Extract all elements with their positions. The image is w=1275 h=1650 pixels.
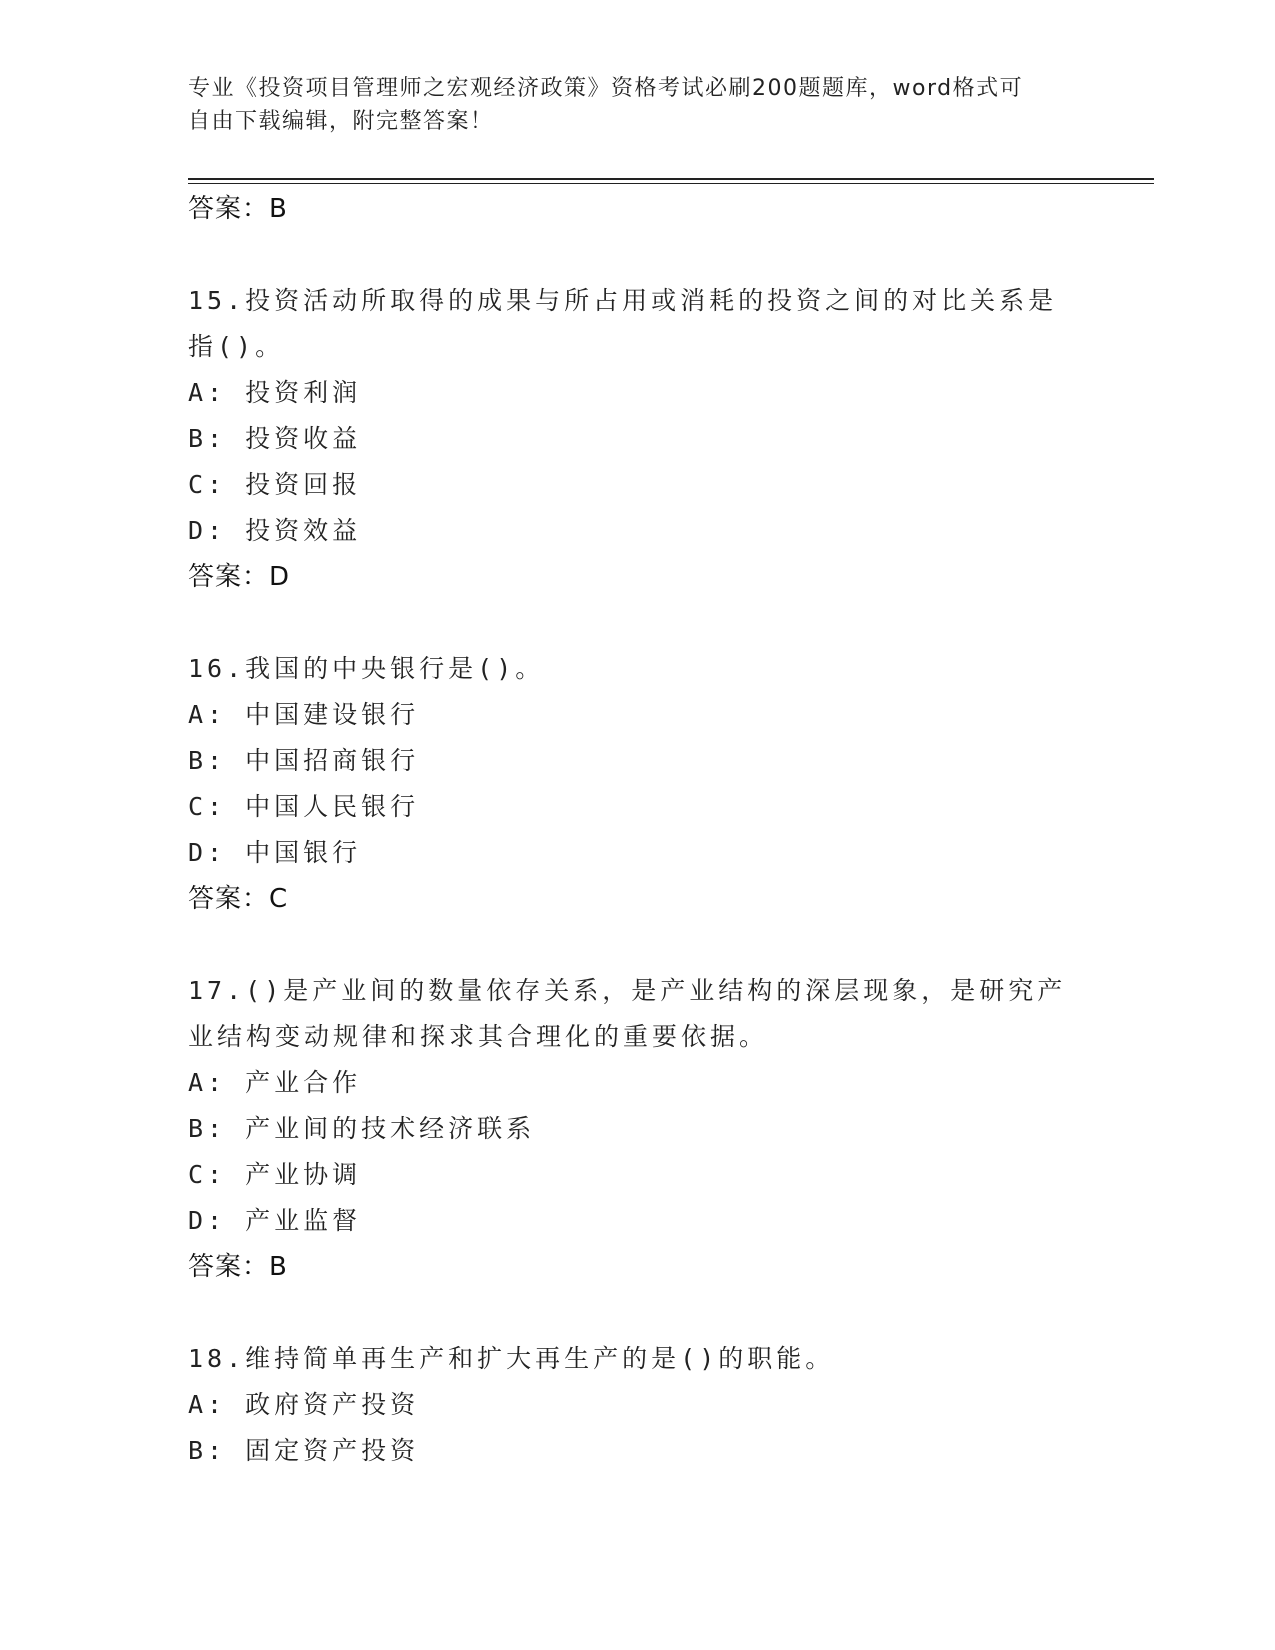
question-stem: 15.投资活动所取得的成果与所占用或消耗的投资之间的对比关系是指()。 — [188, 286, 1058, 361]
option-b: B: 中国招商银行 — [188, 746, 420, 775]
option-c: C: 中国人民银行 — [188, 792, 420, 821]
question-15 — [188, 278, 1088, 600]
option-b: B: 产业间的技术经济联系 — [188, 1114, 536, 1143]
option-a: A: 产业合作 — [188, 1068, 362, 1097]
question-16 — [188, 646, 1088, 922]
question-18 — [188, 1336, 1088, 1474]
option-b: B: 固定资产投资 — [188, 1436, 420, 1465]
answer-line: 答案：C — [188, 884, 289, 914]
header-divider-thick — [188, 178, 1154, 180]
question-list — [188, 186, 1088, 1474]
option-d: D: 中国银行 — [188, 838, 362, 867]
option-d: D: 产业监督 — [188, 1206, 362, 1235]
option-a: A: 中国建设银行 — [188, 700, 420, 729]
document-header — [188, 72, 1088, 138]
option-c: C: 产业协调 — [188, 1160, 362, 1189]
option-a: A: 投资利润 — [188, 378, 362, 407]
header-divider-thin — [188, 183, 1154, 184]
answer-line: 答案：B — [188, 1252, 288, 1282]
question-stem: 17.()是产业间的数量依存关系，是产业结构的深层现象，是研究产业结构变动规律和探求其合理化的重要依据。 — [188, 976, 1067, 1051]
option-c: C: 投资回报 — [188, 470, 362, 499]
option-b: B: 投资收益 — [188, 424, 362, 453]
header-line-1: 专业《投资项目管理师之宏观经济政策》资格考试必刷200题题库，word格式可 — [188, 76, 1024, 101]
answer-line: 答案：D — [188, 562, 291, 592]
question-stem: 16.我国的中央银行是()。 — [188, 654, 545, 683]
header-line-2: 自由下载编辑，附完整答案！ — [188, 109, 494, 134]
question-17 — [188, 968, 1088, 1290]
question-stem: 18.维持简单再生产和扩大再生产的是()的职能。 — [188, 1344, 835, 1373]
option-d: D: 投资效益 — [188, 516, 362, 545]
answer-line: 答案：B — [188, 194, 288, 224]
option-a: A: 政府资产投资 — [188, 1390, 420, 1419]
